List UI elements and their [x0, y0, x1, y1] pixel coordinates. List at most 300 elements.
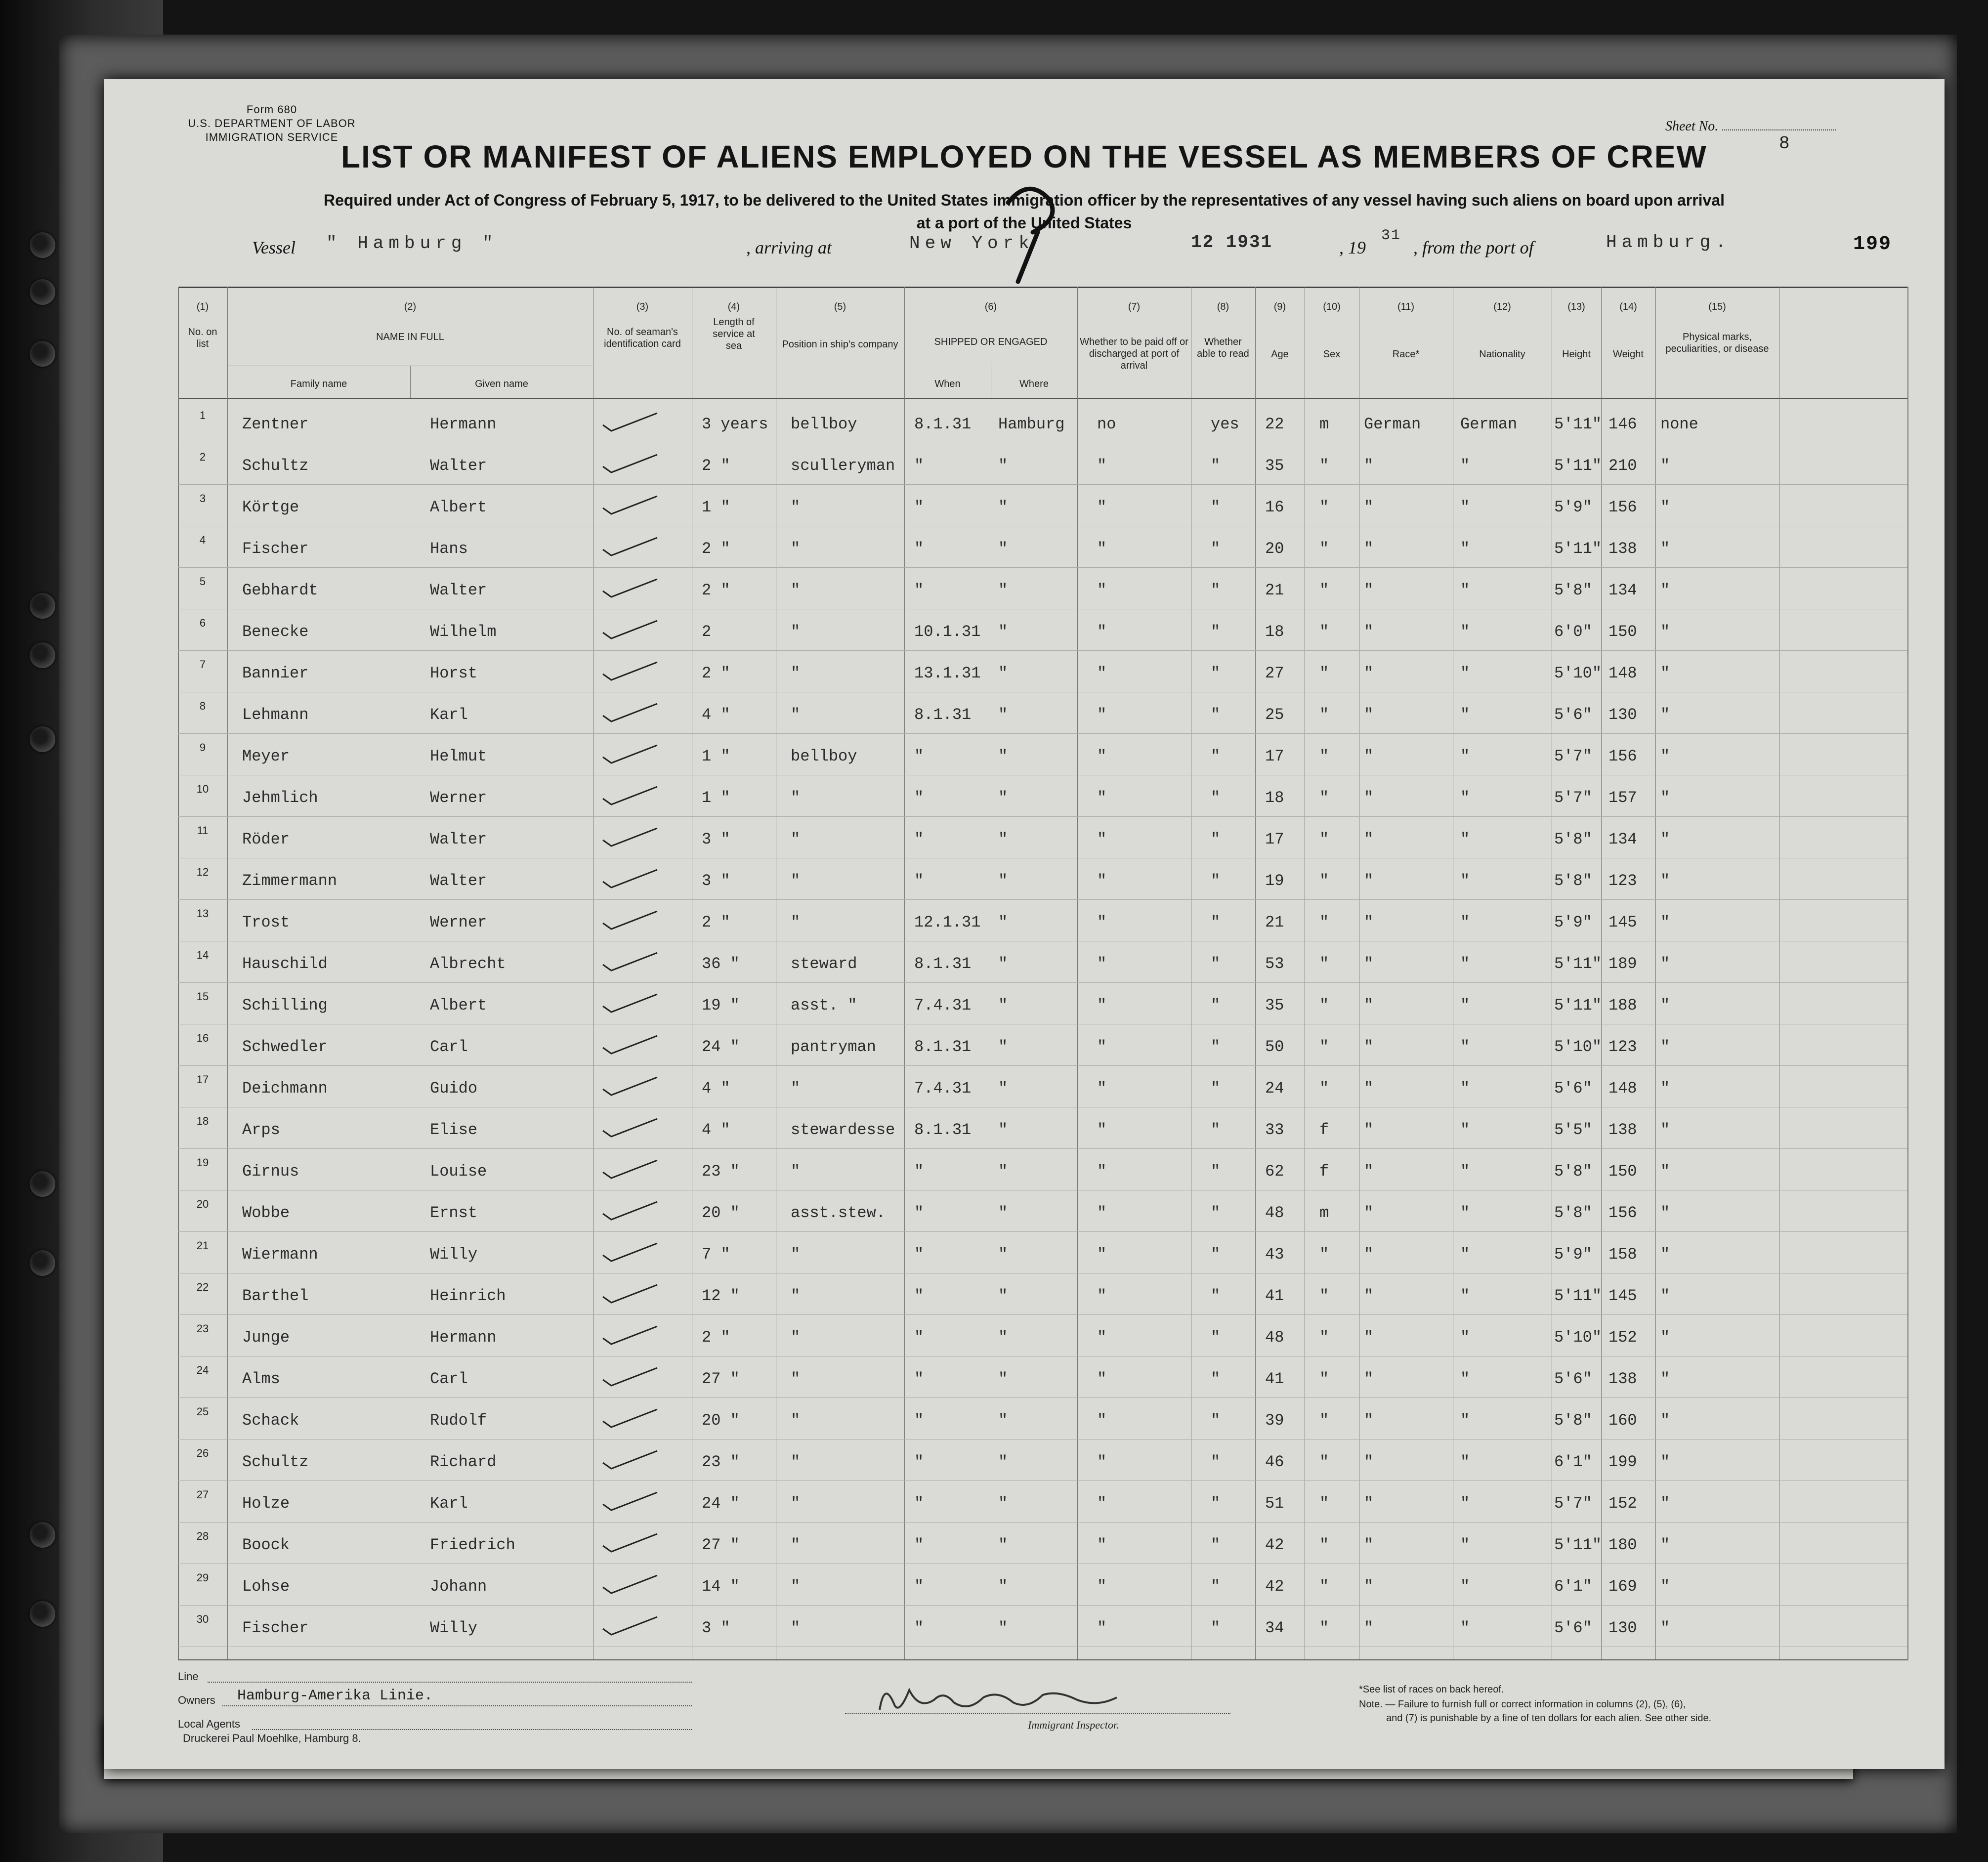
subtitle-line-2: at a port of the United States — [916, 214, 1132, 232]
penalty-note-2: and (7) is punishable by a fine of ten dollars for each alien. See other side. — [1386, 1713, 1712, 1724]
cell-paid: " — [1097, 498, 1107, 516]
table-row — [104, 447, 1945, 486]
cell-service: 1 " — [702, 498, 730, 516]
cell-no: 9 — [199, 741, 206, 754]
cell-marks: none — [1660, 415, 1698, 433]
cell-where: " — [998, 540, 1008, 558]
cell-read: " — [1211, 1411, 1221, 1430]
cell-when: 7.4.31 — [914, 996, 972, 1015]
check-mark-icon — [600, 1489, 660, 1514]
cell-no: 13 — [196, 907, 209, 920]
cell-race: " — [1364, 1328, 1374, 1347]
col4-header: Length of service at sea — [713, 317, 755, 351]
cell-position: " — [791, 498, 801, 516]
cell-given: Guido — [430, 1079, 478, 1098]
cell-read: " — [1211, 1245, 1221, 1264]
row-rule — [178, 567, 1907, 568]
cell-given: Albert — [430, 996, 487, 1015]
cell-given: Johann — [430, 1577, 487, 1596]
cell-position: steward — [791, 955, 857, 973]
cell-race: " — [1364, 1287, 1374, 1305]
cell-where: " — [998, 872, 1008, 890]
cell-family: Schwedler — [242, 1038, 328, 1056]
cell-position: pantryman — [791, 1038, 876, 1056]
cell-position: " — [791, 1494, 801, 1513]
binder-hole — [30, 1522, 55, 1548]
cell-given: Hermann — [430, 1328, 497, 1347]
cell-paid: " — [1097, 1619, 1107, 1637]
cell-paid: " — [1097, 1328, 1107, 1347]
cell-age: 19 — [1265, 872, 1284, 890]
cell-sex: " — [1319, 913, 1329, 931]
cell-marks: " — [1660, 1038, 1670, 1056]
table-row — [104, 1484, 1945, 1524]
cell-paid: " — [1097, 664, 1107, 682]
table-top-border — [178, 287, 1907, 288]
cell-read: " — [1211, 1204, 1221, 1222]
cell-family: Lohse — [242, 1577, 290, 1596]
cell-position: " — [791, 789, 801, 807]
cell-age: 35 — [1265, 457, 1284, 475]
cell-read: " — [1211, 1121, 1221, 1139]
cell-sex: " — [1319, 830, 1329, 848]
cell-family: Arps — [242, 1121, 280, 1139]
cell-marks: " — [1660, 664, 1670, 682]
cell-service: 2 " — [702, 457, 730, 475]
col14-header: Weight — [1613, 349, 1644, 360]
col7-header: Whether to be paid off or discharged at port of arrival — [1080, 337, 1188, 371]
cell-given: Carl — [430, 1370, 468, 1388]
cell-when: " — [914, 1162, 924, 1181]
col6-header: SHIPPED OR ENGAGED — [934, 337, 1048, 347]
cell-age: 41 — [1265, 1287, 1284, 1305]
cell-nationality: " — [1460, 1287, 1470, 1305]
cell-age: 20 — [1265, 540, 1284, 558]
check-mark-icon — [600, 535, 660, 559]
agents-dotted — [252, 1729, 692, 1730]
check-mark-icon — [600, 1240, 660, 1265]
cell-height: 5'6" — [1554, 1079, 1592, 1098]
cell-service: 2 " — [702, 581, 730, 599]
check-mark-icon — [600, 1448, 660, 1473]
cell-paid: " — [1097, 1287, 1107, 1305]
table-row — [104, 737, 1945, 777]
cell-age: 18 — [1265, 789, 1284, 807]
cell-age: 27 — [1265, 664, 1284, 682]
cell-weight: 152 — [1608, 1494, 1637, 1513]
cell-height: 5'5" — [1554, 1121, 1592, 1139]
cell-no: 5 — [199, 575, 206, 588]
col12-number: (12) — [1493, 301, 1511, 312]
row-rule — [178, 1605, 1907, 1606]
cell-no: 18 — [196, 1115, 209, 1127]
sheet-value: 8 — [1779, 133, 1790, 154]
col6b-header: Where — [1019, 379, 1049, 389]
cell-family: Holze — [242, 1494, 290, 1513]
cell-height: 5'8" — [1554, 1162, 1592, 1181]
cell-nationality: " — [1460, 1619, 1470, 1637]
cell-position: " — [791, 1287, 801, 1305]
cell-marks: " — [1660, 1411, 1670, 1430]
cell-read: " — [1211, 498, 1221, 516]
cell-given: Albrecht — [430, 955, 506, 973]
form-number: Form 680 — [246, 103, 297, 116]
cell-given: Walter — [430, 872, 487, 890]
cell-race: " — [1364, 706, 1374, 724]
cell-weight: 210 — [1608, 457, 1637, 475]
col11-header: Race* — [1392, 349, 1420, 360]
cell-weight: 156 — [1608, 498, 1637, 516]
name-split — [410, 366, 411, 398]
cell-where: " — [998, 1162, 1008, 1181]
cell-weight: 188 — [1608, 996, 1637, 1015]
races-note: *See list of races on back hereof. — [1359, 1684, 1504, 1695]
cell-height: 5'6" — [1554, 1619, 1592, 1637]
cell-position: stewardesse — [791, 1121, 895, 1139]
row-rule — [178, 1065, 1907, 1066]
cell-weight: 123 — [1608, 872, 1637, 890]
cell-sex: " — [1319, 1577, 1329, 1596]
cell-sex: " — [1319, 457, 1329, 475]
check-mark-icon — [600, 784, 660, 808]
table-row — [104, 1443, 1945, 1482]
cell-height: 5'11" — [1554, 540, 1602, 558]
col3-header: No. of seaman's identification card — [604, 327, 681, 349]
cell-paid: " — [1097, 1121, 1107, 1139]
cell-age: 46 — [1265, 1453, 1284, 1471]
check-mark-icon — [600, 742, 660, 767]
cell-no: 11 — [197, 824, 209, 837]
cell-service: 23 " — [702, 1453, 740, 1471]
binder-hole — [30, 593, 55, 619]
check-mark-icon — [600, 1157, 660, 1182]
cell-age: 24 — [1265, 1079, 1284, 1098]
cell-age: 53 — [1265, 955, 1284, 973]
cell-when: " — [914, 1328, 924, 1347]
cell-family: Hauschild — [242, 955, 328, 973]
cell-race: " — [1364, 1494, 1374, 1513]
cell-height: 5'8" — [1554, 1204, 1592, 1222]
cell-position: bellboy — [791, 747, 857, 765]
check-mark-icon — [600, 452, 660, 476]
cell-family: Girnus — [242, 1162, 299, 1181]
cell-marks: " — [1660, 1121, 1670, 1139]
col12-header: Nationality — [1479, 349, 1525, 360]
cell-height: 5'10" — [1554, 1328, 1602, 1347]
col15-header: Physical marks, peculiarities, or disease — [1665, 332, 1769, 354]
cell-where: " — [998, 1411, 1008, 1430]
handwritten-mark-icon — [988, 173, 1087, 287]
cell-no: 28 — [196, 1530, 209, 1542]
cell-service: 2 " — [702, 913, 730, 931]
cell-service: 2 " — [702, 540, 730, 558]
cell-read: " — [1211, 1287, 1221, 1305]
cell-position: " — [791, 1162, 801, 1181]
cell-paid: " — [1097, 1079, 1107, 1098]
cell-no: 21 — [196, 1239, 209, 1252]
cell-where: " — [998, 1494, 1008, 1513]
cell-age: 34 — [1265, 1619, 1284, 1637]
cell-height: 5'11" — [1554, 1287, 1602, 1305]
cell-where: " — [998, 913, 1008, 931]
cell-race: " — [1364, 664, 1374, 682]
cell-read: " — [1211, 1536, 1221, 1554]
row-rule — [178, 1522, 1907, 1523]
cell-given: Carl — [430, 1038, 468, 1056]
cell-when: " — [914, 1536, 924, 1554]
cell-marks: " — [1660, 457, 1670, 475]
cell-where: " — [998, 1287, 1008, 1305]
table-row — [104, 945, 1945, 984]
cell-paid: " — [1097, 623, 1107, 641]
row-rule — [178, 650, 1907, 651]
sheet-line — [1722, 129, 1836, 130]
page-title: LIST OR MANIFEST OF ALIENS EMPLOYED ON THE VESSEL AS MEMBERS OF CREW — [341, 139, 1707, 174]
table-row — [104, 1567, 1945, 1607]
col15-number: (15) — [1708, 301, 1726, 312]
cell-when: " — [914, 1245, 924, 1264]
cell-paid: " — [1097, 1204, 1107, 1222]
cell-position: " — [791, 830, 801, 848]
cell-service: 3 " — [702, 872, 730, 890]
cell-weight: 146 — [1608, 415, 1637, 433]
table-row — [104, 1152, 1945, 1192]
cell-where: " — [998, 996, 1008, 1015]
cell-paid: " — [1097, 1370, 1107, 1388]
cell-read: " — [1211, 1038, 1221, 1056]
cell-when: " — [914, 457, 924, 475]
cell-no: 3 — [199, 492, 206, 505]
cell-age: 42 — [1265, 1536, 1284, 1554]
cell-marks: " — [1660, 1079, 1670, 1098]
cell-no: 24 — [196, 1364, 209, 1376]
cell-nationality: " — [1460, 457, 1470, 475]
cell-sex: m — [1319, 415, 1329, 433]
cell-no: 20 — [196, 1198, 209, 1210]
cell-family: Schultz — [242, 457, 309, 475]
arrival-port: New York — [909, 233, 1034, 254]
cell-read: " — [1211, 581, 1221, 599]
cell-height: 5'11" — [1554, 955, 1602, 973]
col2-header: NAME IN FULL — [376, 332, 444, 342]
cell-age: 48 — [1265, 1204, 1284, 1222]
cell-where: " — [998, 1121, 1008, 1139]
cell-marks: " — [1660, 747, 1670, 765]
cell-age: 18 — [1265, 623, 1284, 641]
cell-race: " — [1364, 1204, 1374, 1222]
cell-marks: " — [1660, 872, 1670, 890]
cell-race: " — [1364, 1411, 1374, 1430]
cell-service: 19 " — [702, 996, 740, 1015]
cell-height: 5'10" — [1554, 1038, 1602, 1056]
cell-nationality: " — [1460, 996, 1470, 1015]
binder-hole — [30, 1601, 55, 1627]
check-mark-icon — [600, 867, 660, 891]
cell-where: " — [998, 830, 1008, 848]
cell-weight: 189 — [1608, 955, 1637, 973]
col8-header: Whether able to read — [1197, 337, 1249, 359]
cell-given: Hermann — [430, 415, 497, 433]
cell-weight: 148 — [1608, 1079, 1637, 1098]
table-row — [104, 1360, 1945, 1399]
printer-imprint: Druckerei Paul Moehlke, Hamburg 8. — [183, 1732, 361, 1744]
cell-family: Junge — [242, 1328, 290, 1347]
arriving-label: , arriving at — [746, 238, 832, 257]
cell-no: 29 — [196, 1571, 209, 1584]
cell-service: 23 " — [702, 1162, 740, 1181]
cell-height: 6'1" — [1554, 1453, 1592, 1471]
cell-when: " — [914, 1411, 924, 1430]
manifest-sheet — [104, 79, 1945, 1769]
cell-weight: 123 — [1608, 1038, 1637, 1056]
cell-nationality: " — [1460, 498, 1470, 516]
cell-sex: " — [1319, 1370, 1329, 1388]
cell-nationality: " — [1460, 706, 1470, 724]
cell-race: " — [1364, 581, 1374, 599]
cell-given: Ernst — [430, 1204, 478, 1222]
col6-number: (6) — [984, 301, 997, 312]
cell-no: 1 — [199, 409, 206, 422]
cell-age: 51 — [1265, 1494, 1284, 1513]
check-mark-icon — [600, 1365, 660, 1390]
cell-height: 5'6" — [1554, 706, 1592, 724]
cell-no: 2 — [199, 451, 206, 463]
table-row — [104, 1277, 1945, 1316]
col13-header: Height — [1562, 349, 1591, 360]
cell-read: " — [1211, 706, 1221, 724]
cell-no: 17 — [196, 1073, 209, 1086]
cell-age: 21 — [1265, 581, 1284, 599]
col11-number: (11) — [1397, 301, 1415, 312]
cell-age: 50 — [1265, 1038, 1284, 1056]
cell-height: 5'11" — [1554, 415, 1602, 433]
cell-service: 4 " — [702, 706, 730, 724]
cell-nationality: " — [1460, 1204, 1470, 1222]
cell-paid: no — [1097, 415, 1116, 433]
cell-read: " — [1211, 664, 1221, 682]
table-row — [104, 654, 1945, 694]
cell-no: 6 — [199, 617, 206, 629]
cell-service: 27 " — [702, 1370, 740, 1388]
cell-weight: 138 — [1608, 1121, 1637, 1139]
cell-marks: " — [1660, 1619, 1670, 1637]
cell-weight: 158 — [1608, 1245, 1637, 1264]
cell-age: 62 — [1265, 1162, 1284, 1181]
cell-no: 12 — [196, 866, 209, 878]
row-rule — [178, 1231, 1907, 1232]
cell-service: 4 " — [702, 1121, 730, 1139]
cell-sex: " — [1319, 581, 1329, 599]
cell-position: " — [791, 1536, 801, 1554]
cell-family: Schilling — [242, 996, 328, 1015]
table-row — [104, 779, 1945, 818]
cell-position: " — [791, 1079, 801, 1098]
agents-label: Local Agents — [178, 1718, 240, 1730]
cell-service: 3 " — [702, 1619, 730, 1637]
cell-race: " — [1364, 1577, 1374, 1596]
cell-when: " — [914, 1494, 924, 1513]
cell-paid: " — [1097, 1453, 1107, 1471]
check-mark-icon — [600, 659, 660, 684]
col2-number: (2) — [404, 301, 417, 312]
cell-height: 6'1" — [1554, 1577, 1592, 1596]
cell-weight: 160 — [1608, 1411, 1637, 1430]
table-row — [104, 1401, 1945, 1441]
cell-when: 7.4.31 — [914, 1079, 972, 1098]
cell-weight: 145 — [1608, 913, 1637, 931]
cell-paid: " — [1097, 1411, 1107, 1430]
cell-when: " — [914, 540, 924, 558]
cell-race: " — [1364, 623, 1374, 641]
cell-family: Fischer — [242, 540, 309, 558]
cell-race: " — [1364, 789, 1374, 807]
cell-family: Zimmermann — [242, 872, 338, 890]
cell-when: " — [914, 1453, 924, 1471]
cell-read: " — [1211, 955, 1221, 973]
cell-position: " — [791, 1577, 801, 1596]
cell-height: 5'11" — [1554, 1536, 1602, 1554]
cell-weight: 138 — [1608, 1370, 1637, 1388]
cell-weight: 169 — [1608, 1577, 1637, 1596]
row-rule — [178, 1148, 1907, 1149]
check-mark-icon — [600, 950, 660, 974]
cell-nationality: " — [1460, 1245, 1470, 1264]
cell-marks: " — [1660, 1453, 1670, 1471]
cell-no: 10 — [196, 783, 209, 795]
cell-service: 7 " — [702, 1245, 730, 1264]
cell-age: 41 — [1265, 1370, 1284, 1388]
cell-marks: " — [1660, 1536, 1670, 1554]
cell-weight: 134 — [1608, 581, 1637, 599]
cell-family: Boock — [242, 1536, 290, 1554]
cell-read: " — [1211, 996, 1221, 1015]
cell-when: " — [914, 581, 924, 599]
cell-given: Rudolf — [430, 1411, 487, 1430]
cell-family: Körtge — [242, 498, 299, 516]
stamp-number: 199 — [1853, 233, 1892, 255]
cell-where: " — [998, 747, 1008, 765]
table-row — [104, 571, 1945, 611]
cell-nationality: " — [1460, 1038, 1470, 1056]
cell-weight: 150 — [1608, 623, 1637, 641]
cell-where: " — [998, 1370, 1008, 1388]
cell-height: 5'8" — [1554, 830, 1592, 848]
col9-header: Age — [1271, 349, 1289, 360]
row-rule — [178, 733, 1907, 734]
cell-where: " — [998, 1619, 1008, 1637]
cell-marks: " — [1660, 1162, 1670, 1181]
cell-family: Wiermann — [242, 1245, 318, 1264]
cell-read: " — [1211, 789, 1221, 807]
cell-service: 3 " — [702, 830, 730, 848]
cell-when: " — [914, 1370, 924, 1388]
cell-race: " — [1364, 540, 1374, 558]
cell-read: " — [1211, 1370, 1221, 1388]
cell-where: " — [998, 789, 1008, 807]
cell-height: 5'7" — [1554, 1494, 1592, 1513]
cell-nationality: " — [1460, 1453, 1470, 1471]
penalty-note-1: Note. — Failure to furnish full or correct information in columns (2), (5), (6), — [1359, 1699, 1686, 1710]
cell-where: " — [998, 955, 1008, 973]
year-value: 31 — [1381, 227, 1401, 244]
cell-family: Schultz — [242, 1453, 309, 1471]
cell-family: Bannier — [242, 664, 309, 682]
cell-age: 25 — [1265, 706, 1284, 724]
cell-weight: 148 — [1608, 664, 1637, 682]
cell-given: Elise — [430, 1121, 478, 1139]
cell-read: " — [1211, 872, 1221, 890]
vessel-line — [252, 227, 1907, 267]
